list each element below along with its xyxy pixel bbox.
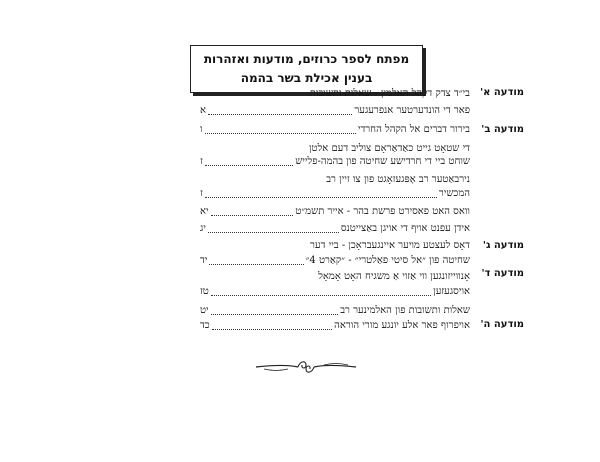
- leader-dots: [212, 322, 332, 330]
- toc-line-text: אָנווייזונגען ווי אַזוי אַ משגיח האָט אָמאָל: [318, 271, 470, 282]
- entry-label-a: מודעה א': [480, 87, 524, 98]
- toc-page-number: יג: [200, 223, 206, 234]
- leader-dots: [211, 307, 339, 315]
- entry-label-e: מודעה ה': [480, 319, 524, 330]
- toc-entry-title: וואס האט פאסירט פרשת בהר - אייר תשמ״ט: [295, 206, 470, 217]
- entry-label-b: מודעה ב': [481, 124, 524, 135]
- toc-line[interactable]: [200, 305, 470, 316]
- title-line-1: מפתח לספר כרוזים, מודעות ואזהרות: [203, 52, 410, 66]
- toc-page-number: יא: [200, 206, 209, 217]
- toc-line[interactable]: [200, 156, 470, 167]
- toc-page-number: כד: [200, 320, 210, 331]
- toc-entry-title: שאלות ותשובות פון האלמינער רב: [340, 305, 470, 316]
- leader-dots: [205, 158, 293, 166]
- toc-page-number: יט: [200, 305, 209, 316]
- toc-entry-title: בירור דברים אל הקהל החרדי: [357, 124, 470, 135]
- toc-line[interactable]: [200, 206, 470, 217]
- toc-entry-title: שוחט ביי די חרדישע שחיטה פון בהמה-פלייש: [295, 156, 470, 167]
- toc-entry-title: אויסגעזען: [433, 286, 470, 297]
- toc-line[interactable]: [200, 223, 470, 234]
- toc-page-number: ז: [200, 188, 203, 199]
- toc-line[interactable]: [200, 124, 470, 135]
- toc-line[interactable]: [200, 188, 470, 199]
- toc-line[interactable]: [200, 105, 470, 116]
- toc-page-number: יד: [200, 255, 208, 266]
- toc-entry-title: פאר די הונדערטער אנפרעגער: [354, 105, 470, 116]
- toc-entry-title: המכשיר: [438, 188, 470, 199]
- toc-entry-title: שחיטה פון ״אל סיטי פאַלטרי״ - ״קאַרט 4״: [305, 255, 470, 266]
- leader-dots: [211, 288, 431, 296]
- toc-page-number: טז: [200, 286, 209, 297]
- toc-page-number: ז: [200, 156, 203, 167]
- toc-line[interactable]: [200, 320, 470, 331]
- leader-dots: [205, 126, 356, 134]
- leader-dots: [208, 107, 352, 115]
- toc-page-number: ו: [200, 124, 203, 135]
- toc-line-text: בי״ד צדק דקהל האלמין - שאלות ותשובות: [309, 88, 470, 99]
- scroll-flourish-icon: [254, 356, 358, 378]
- leader-dots: [209, 257, 303, 265]
- toc-line[interactable]: [200, 286, 470, 297]
- title-box: [190, 45, 423, 93]
- toc-entry-title: אויפרוף פאר אלע יונגע מורי הוראה: [334, 320, 470, 331]
- leader-dots: [211, 208, 294, 216]
- toc-line-text: נירבאַטער רב אָפּגעזאָגט פון צו זיין רב: [326, 174, 470, 185]
- toc-line-text: דאָס לעצטע מויער איינגעבראָכן - ביי דער: [310, 240, 470, 251]
- entry-label-d: מודעה ד': [481, 268, 524, 279]
- entry-label-c: מודעה ג': [482, 240, 524, 251]
- toc-line-text: די שטאָט גייט כאַדאַראָם צוליב דעם אלטן: [309, 143, 470, 154]
- title-line-2: בענין אכילת בשר בהמה: [240, 71, 373, 85]
- toc-line[interactable]: [200, 255, 470, 266]
- leader-dots: [208, 225, 339, 233]
- leader-dots: [205, 190, 437, 198]
- toc-page-number: א: [200, 105, 207, 116]
- toc-entry-title: אידן עפנט אויף די אויגן באַצייטנס: [340, 223, 470, 234]
